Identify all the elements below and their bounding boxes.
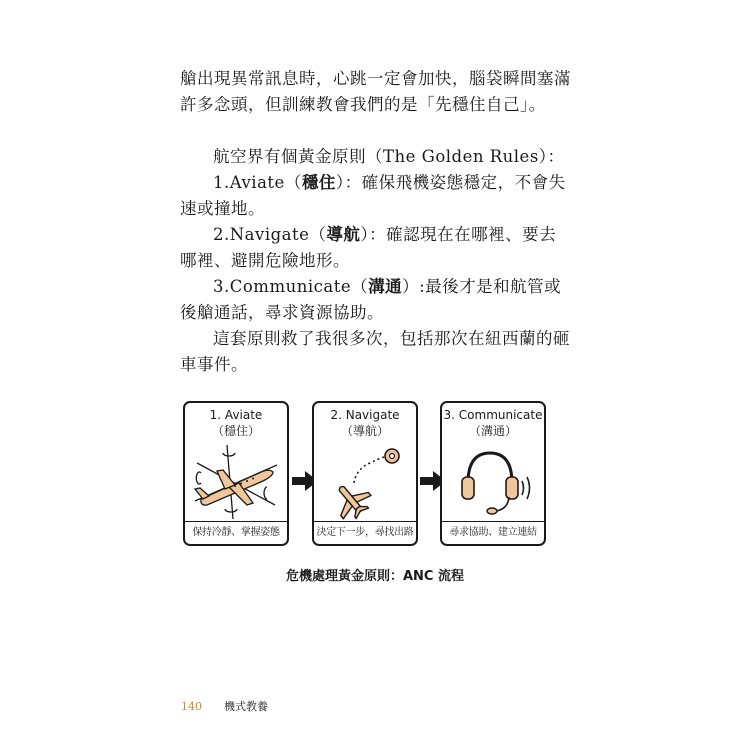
aviate-prefix: 1.Aviate（ bbox=[213, 173, 302, 192]
airplane-attitude-icon bbox=[189, 443, 283, 521]
paragraph-navigate bbox=[180, 222, 572, 274]
panel-aviate-footer: 保持冷靜、掌握姿態 bbox=[185, 521, 287, 544]
page-footer bbox=[181, 698, 268, 714]
navigate-term: 導航 bbox=[326, 225, 361, 244]
communicate-prefix: 3.Communicate（ bbox=[213, 277, 369, 296]
panel-aviate-subtitle: （穩住） bbox=[211, 424, 260, 438]
navigation-path-icon bbox=[318, 443, 412, 521]
headset-icon bbox=[446, 443, 540, 521]
aviate-term: 穩住 bbox=[301, 173, 336, 192]
communicate-term: 溝通 bbox=[368, 277, 403, 296]
aviate-suffix: ）：確保飛機姿態穩定，不會失速或撞地。 bbox=[180, 173, 566, 218]
panel-navigate-title: 2. Navigate bbox=[330, 408, 400, 422]
paragraph-communicate bbox=[180, 274, 572, 326]
book-title: 機式教養 bbox=[224, 700, 268, 713]
panel-aviate bbox=[183, 401, 289, 546]
paragraph-1: 艙出現異常訊息時，心跳一定會加快，腦袋瞬間塞滿許多念頭，但訓練教會我們的是「先穩住自己」。 bbox=[180, 69, 571, 114]
navigate-prefix: 2.Navigate（ bbox=[213, 225, 327, 244]
panel-communicate-footer: 尋求協助、建立連結 bbox=[442, 521, 544, 544]
diagram-caption: 危機處理黃金原則：ANC 流程 bbox=[285, 569, 464, 584]
anc-diagram bbox=[183, 401, 547, 551]
panel-navigate bbox=[312, 401, 418, 546]
page-number: 140 bbox=[181, 700, 202, 713]
body-text bbox=[180, 66, 572, 378]
panel-communicate-title: 3. Communicate bbox=[443, 408, 543, 422]
paragraph-conclusion: 這套原則救了我很多次，包括那次在紐西蘭的砸車事件。 bbox=[180, 329, 570, 374]
paragraph-golden-rules: 航空界有個黃金原則（The Golden Rules）： bbox=[213, 147, 565, 166]
panel-communicate bbox=[440, 401, 546, 546]
communicate-suffix: ）:最後才是和航管或後艙通話，尋求資源協助。 bbox=[180, 277, 562, 322]
panel-navigate-footer: 決定下一步，尋找出路 bbox=[314, 521, 416, 544]
panel-communicate-subtitle: （溝通） bbox=[468, 424, 517, 438]
paragraph-aviate bbox=[180, 170, 572, 222]
panel-navigate-subtitle: （導航） bbox=[340, 424, 389, 438]
panel-aviate-title: 1. Aviate bbox=[209, 408, 263, 422]
navigate-suffix: ）：確認現在在哪裡、要去哪裡、避開危險地形。 bbox=[180, 225, 557, 270]
